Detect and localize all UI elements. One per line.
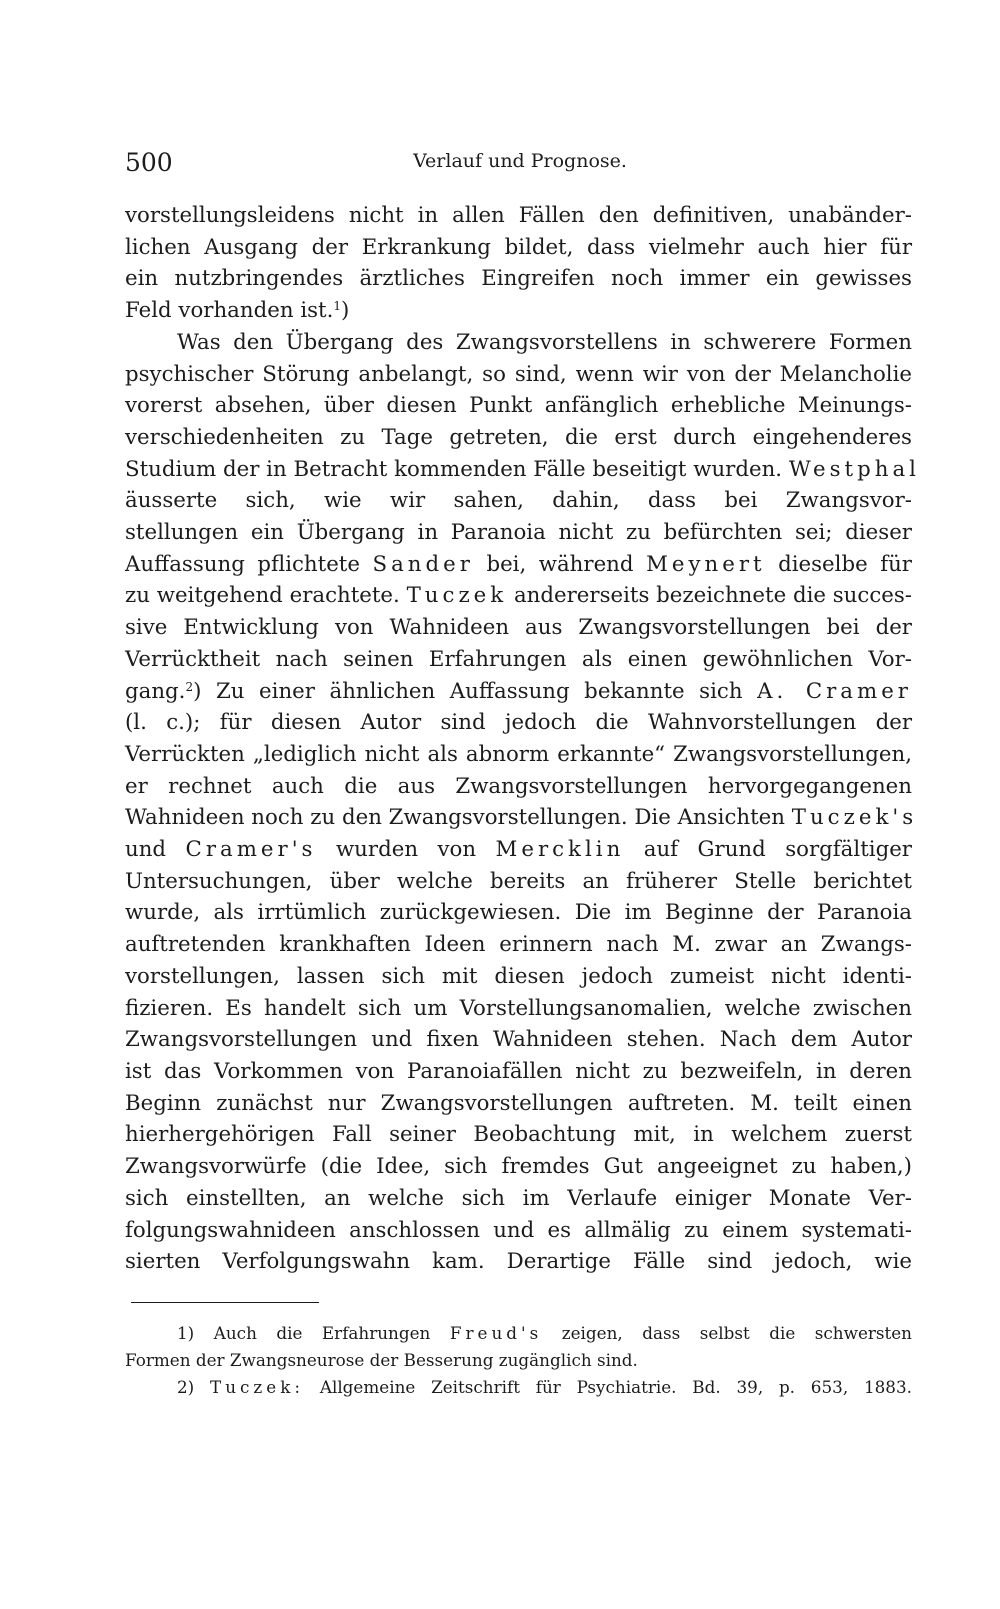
author-name: Tuczek's — [791, 805, 918, 831]
body-text — [125, 200, 920, 1278]
author-name: Westphal — [788, 456, 920, 482]
footnote-1-cont: Formen der Zwangsneurose der Besserung zugänglich sind. — [125, 1350, 638, 1370]
author-name: Meynert — [646, 551, 766, 577]
author-name: A. Cramer — [757, 678, 912, 704]
text-line: psychischer Störung anbelangt, so sind, wenn wir von der Melancholie — [125, 361, 912, 387]
text-line: Zwangsvorwürfe (die Idee, sich fremdes Gut angeeignet zu haben,) — [125, 1154, 912, 1180]
text-line: er rechnet auch die aus Zwangsvorstellungen hervorgegangenen — [125, 773, 912, 799]
text-line: Verrücktheit nach seinen Erfahrungen als einen gewöhnlichen Vor- — [125, 646, 912, 672]
text-line: Untersuchungen, über welche bereits an früherer Stelle berichtet — [125, 868, 912, 894]
text-line: Studium der in Betracht kommenden Fälle beseitigt wurden. Westphal — [125, 456, 920, 482]
text-line: äusserte sich, wie wir sahen, dahin, dass bei Zwangsvor- — [125, 488, 912, 514]
footnote-ref: 2 — [185, 679, 194, 694]
page-header — [125, 148, 915, 182]
text-line: Verrückten „lediglich nicht als abnorm erkannte“ Zwangsvorstellungen, — [125, 741, 912, 767]
author-name: Sander — [372, 551, 474, 577]
text-line: ein nutzbringendes ärztliches Eingreifen noch immer ein gewisses — [125, 266, 912, 292]
text-line: Wahnideen noch zu den Zwangsvorstellungen. Die Ansichten Tuczek's — [125, 805, 918, 831]
text-line: zu weitgehend erachtete. Tuczek andererseits bezeichnete die succes- — [125, 583, 912, 609]
author-name: Tuczek — [406, 583, 508, 609]
text-line: gang.$^2$) Zu einer ähnlichen Auffassung bekannte sich A. Cramer — [125, 678, 912, 704]
footnote-ref: 1 — [333, 299, 342, 314]
text-line: Auffassung pflichtete Sander bei, während Meynert dieselbe für — [125, 551, 912, 577]
page-number: 500 — [125, 148, 173, 177]
author-name: Freud's — [449, 1323, 543, 1343]
author-name: Cramer's — [185, 837, 317, 863]
text-line: Beginn zunächst nur Zwangsvorstellungen auftreten. M. teilt einen — [125, 1090, 912, 1116]
text-line: sive Entwicklung von Wahnideen aus Zwangsvorstellungen bei der — [125, 615, 912, 641]
text-line: hierhergehörigen Fall seiner Beobachtung mit, in welchem zuerst — [125, 1122, 912, 1148]
footnotes — [125, 1320, 912, 1401]
text-line: auftretenden krankhaften Ideen erinnern nach M. zwar an Zwangs- — [125, 932, 912, 958]
text-line: sich einstellten, an welche sich im Verlaufe einiger Monate Ver- — [125, 1185, 912, 1211]
author-name: Mercklin — [495, 837, 625, 863]
text-line: Zwangsvorstellungen und fixen Wahnideen stehen. Nach dem Autor — [125, 1027, 912, 1053]
text-line: (l. c.); für diesen Autor sind jedoch die Wahnvorstellungen der — [125, 710, 912, 736]
text-line: lichen Ausgang der Erkrankung bildet, dass vielmehr auch hier für — [125, 234, 912, 260]
text-line: wurde, als irrtümlich zurückgewiesen. Die im Beginne der Paranoia — [125, 900, 912, 926]
footnote-divider — [131, 1302, 319, 1303]
text-line: sierten Verfolgungswahn kam. Derartige Fälle sind jedoch, wie — [125, 1249, 912, 1275]
text-line: vorstellungen, lassen sich mit diesen jedoch zumeist nicht identi- — [125, 963, 912, 989]
text-line: ist das Vorkommen von Paranoiafällen nicht zu bezweifeln, in deren — [125, 1058, 912, 1084]
text-line: vorstellungsleidens nicht in allen Fällen den definitiven, unabänder- — [125, 203, 912, 228]
text-line: vorerst absehen, über diesen Punkt anfänglich erhebliche Meinungs- — [125, 393, 912, 419]
text-line: Feld vorhanden ist.$^1$) — [125, 298, 350, 324]
text-line: verschiedenheiten zu Tage getreten, die erst durch eingehenderes — [125, 424, 912, 450]
footnote-2: 2) Tuczek: Allgemeine Zeitschrift für Psychiatrie. Bd. 39, p. 653, 1883. — [177, 1377, 912, 1397]
text-line: stellungen ein Übergang in Paranoia nicht zu befürchten sei; dieser — [125, 520, 912, 546]
text-line: folgungswahnideen anschlossen und es allmälig zu einem systemati- — [125, 1217, 912, 1243]
text-line: fizieren. Es handelt sich um Vorstellungsanomalien, welche zwischen — [125, 995, 912, 1021]
text-line: Was den Übergang des Zwangsvorstellens in schwerere Formen — [177, 329, 912, 355]
running-head: Verlauf und Prognose. — [413, 150, 627, 172]
author-name: Tuczek: — [210, 1377, 305, 1397]
text-line: und Cramer's wurden von Mercklin auf Grund sorgfältiger — [125, 837, 912, 863]
footnote-1: 1) Auch die Erfahrungen Freud's zeigen, dass selbst die schwersten — [177, 1323, 912, 1343]
